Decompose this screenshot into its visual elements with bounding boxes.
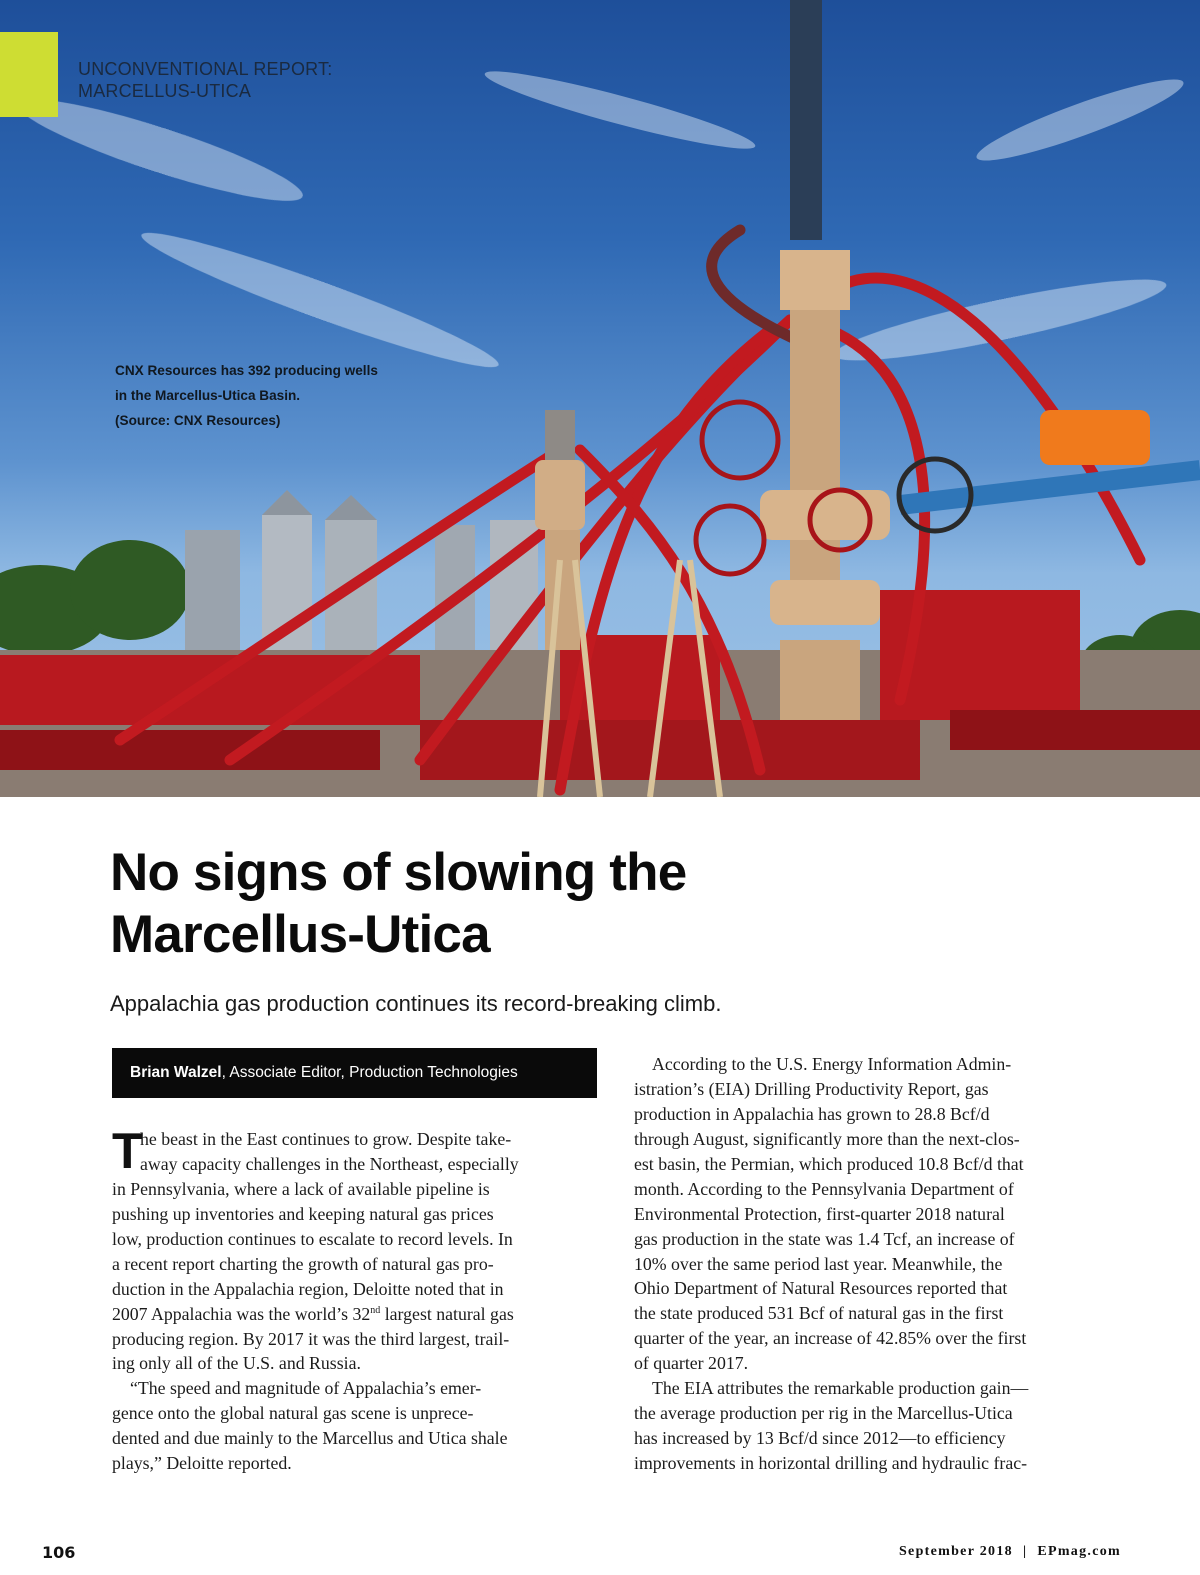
body-line: in Pennsylvania, where a lack of available pipeline is <box>112 1178 490 1199</box>
body-line: improvements in horizontal drilling and hydraulic frac- <box>634 1453 1028 1473</box>
body-line: plays,” Deloitte reported. <box>112 1453 292 1474</box>
site-link[interactable]: EPmag.com <box>1037 1544 1121 1559</box>
body-text: largest natural gas <box>380 1303 514 1324</box>
drop-cap: T <box>112 1123 143 1179</box>
body-line: 10% over the same period last year. Meanwhile, the <box>634 1253 1003 1274</box>
article-title-line2: Marcellus-Utica <box>110 905 490 964</box>
body-line: the average production per rig in the Marcellus-Utica <box>634 1403 1013 1424</box>
body-line: away capacity challenges in the Northeast, especially <box>140 1153 519 1174</box>
body-line: producing region. By 2017 it was the third largest, trail- <box>112 1328 510 1349</box>
body-line: through August, significantly more than the next-clos- <box>634 1128 1020 1149</box>
section-label-line1: UNCONVENTIONAL REPORT: <box>78 59 333 79</box>
blue-flowline <box>900 470 1200 505</box>
photo-caption <box>115 358 455 433</box>
ordinal-superscript: nd <box>370 1304 381 1316</box>
footer-issue-line <box>899 1544 1121 1560</box>
body-line: the state produced 531 Bcf of natural gas in the first <box>634 1303 1004 1324</box>
page-number: 106 <box>42 1543 76 1562</box>
body-text: 2007 Appalachia was the world’s 32 <box>112 1303 371 1324</box>
body-line: production in Appalachia has grown to 28.8 Bcf/d <box>634 1103 990 1124</box>
body-line: Ohio Department of Natural Resources reported that <box>634 1278 1008 1299</box>
body-line: gence onto the global natural gas scene is unprece- <box>112 1403 474 1424</box>
body-line: est basin, the Permian, which produced 10.8 Bcf/d that <box>634 1153 1024 1174</box>
author-role: , Associate Editor, Production Technologies <box>221 1064 518 1081</box>
article-title-line1: No signs of slowing the <box>110 843 687 902</box>
body-line: The EIA attributes the remarkable production gain— <box>652 1378 1029 1399</box>
body-line: low, production continues to escalate to record levels. In <box>112 1228 513 1249</box>
body-line: gas production in the state was 1.4 Tcf, an increase of <box>634 1228 1015 1249</box>
footer-separator: | <box>1022 1544 1028 1559</box>
photo-caption-line1: CNX Resources has 392 producing wells <box>115 363 378 378</box>
article-title <box>110 842 1010 966</box>
body-line: month. According to the Pennsylvania Department of <box>634 1178 1014 1199</box>
photo-caption-line2: in the Marcellus-Utica Basin. <box>115 388 301 403</box>
section-label <box>78 58 332 102</box>
body-line: istration’s (EIA) Drilling Productivity Report, gas <box>634 1078 989 1099</box>
body-column-left <box>112 1123 602 1476</box>
body-line: dented and due mainly to the Marcellus and Utica shale <box>112 1428 508 1449</box>
body-line: quarter of the year, an increase of 42.85% over the first <box>634 1328 1027 1349</box>
body-line: pushing up inventories and keeping natural gas prices <box>112 1203 494 1224</box>
author-name: Brian Walzel <box>130 1064 222 1081</box>
body-line-with-superscript <box>112 1302 602 1327</box>
body-line: “The speed and magnitude of Appalachia’s emer- <box>130 1378 482 1399</box>
first-paragraph <box>112 1123 602 1179</box>
body-line: According to the U.S. Energy Information Admin- <box>652 1054 1012 1074</box>
section-label-line2: MARCELLUS-UTICA <box>78 81 252 101</box>
article-subtitle: Appalachia gas production continues its record-breaking climb. <box>110 991 722 1016</box>
byline-box <box>112 1048 597 1098</box>
clouds <box>11 60 1189 382</box>
body-line: of quarter 2017. <box>634 1353 749 1374</box>
body-line: ing only all of the U.S. and Russia. <box>112 1353 361 1374</box>
body-line: a recent report charting the growth of natural gas pro- <box>112 1253 494 1274</box>
body-line: duction in the Appalachia region, Deloitte noted that in <box>112 1278 504 1299</box>
section-color-tag <box>0 32 58 117</box>
body-line: has increased by 13 Bcf/d since 2012—to efficiency <box>634 1428 1006 1449</box>
photo-caption-line3: (Source: CNX Resources) <box>115 413 281 428</box>
body-line: Environmental Protection, first-quarter 2018 natural <box>634 1203 1005 1224</box>
issue-date: September 2018 <box>898 1544 1013 1559</box>
body-line: he beast in the East continues to grow. Despite take- <box>140 1129 512 1149</box>
body-column-right <box>634 1052 1124 1476</box>
